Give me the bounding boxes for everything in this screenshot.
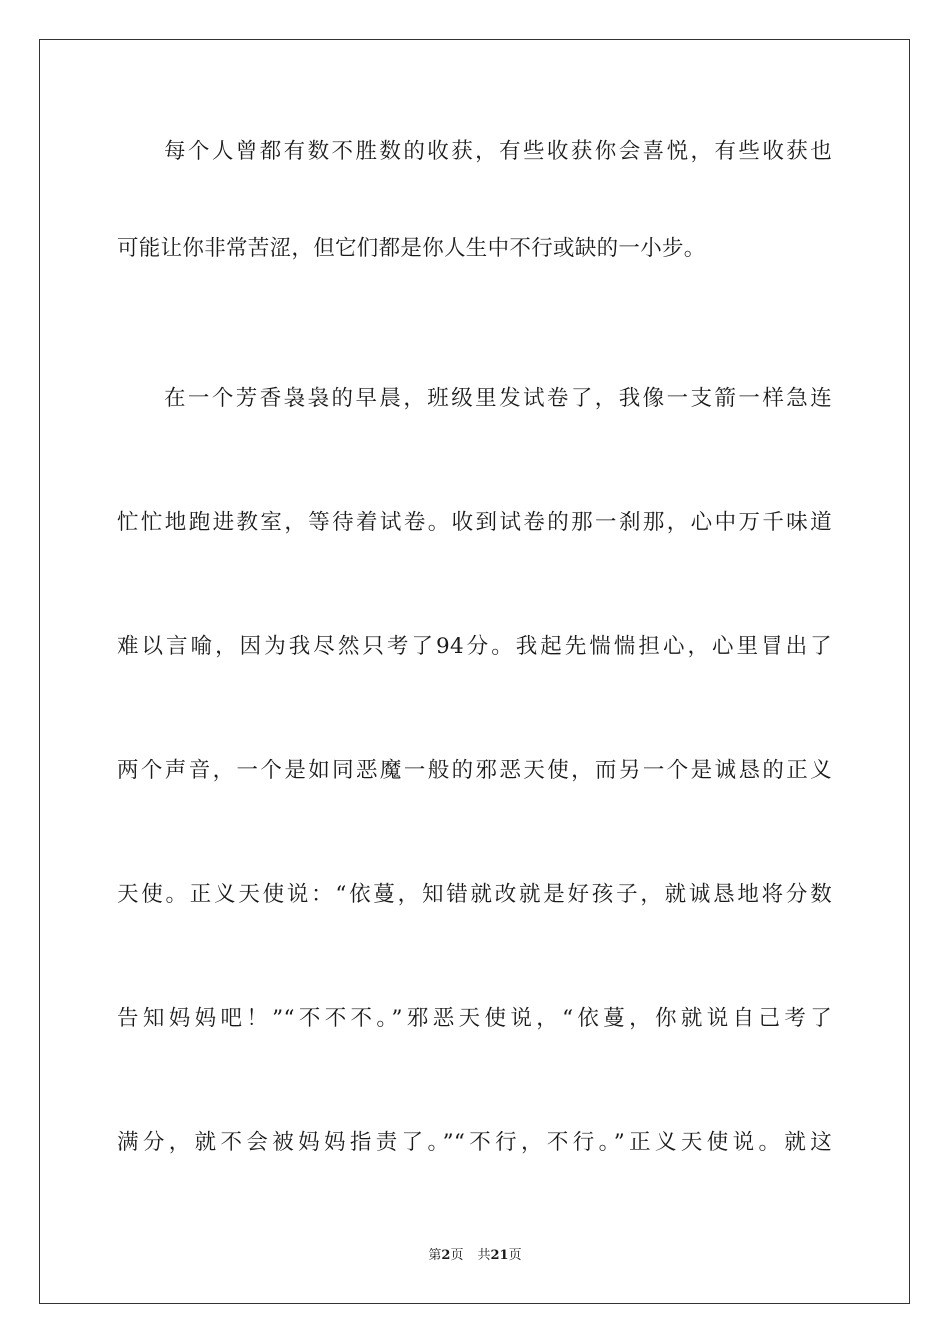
page-total-count: 21 [490,1248,509,1263]
page-number-suffix: 页 [450,1248,464,1263]
paragraph-2-line-2: 忙忙地跑进教室，等待着试卷。收到试卷的那一刹那，心中万千味道 [117,510,832,535]
paragraph-2-line-3: 难以言喻，因为我尽然只考了94分。我起先惴惴担心，心里冒出了 [117,634,832,659]
page-total-suffix: 页 [508,1248,522,1263]
page-number-prefix: 第 [428,1248,442,1263]
page-total-prefix: 共 [477,1248,491,1263]
paragraph-2-line-1: 在一个芳香袅袅的早晨，班级里发试卷了，我像一支箭一样急连 [164,386,832,411]
page-number-current: 2 [441,1248,451,1263]
paragraph-2-line-5: 天使。正义天使说：“依蔓，知错就改就是好孩子，就诚恳地将分数 [117,882,832,907]
paragraph-2-line-6: 告知妈妈吧！”“不不不。”邪恶天使说，“依蔓，你就说自己考了 [117,1006,832,1031]
paragraph-2-line-4: 两个声音，一个是如同恶魔一般的邪恶天使，而另一个是诚恳的正义 [117,758,832,783]
paragraph-2-line-7: 满分，就不会被妈妈指责了。”“不行，不行。”正义天使说。就这 [117,1130,832,1155]
page-border [39,39,910,1304]
page-footer [0,1247,950,1265]
paragraph-1-line-2: 可能让你非常苦涩，但它们都是你人生中不行或缺的一小步。 [117,236,706,261]
paragraph-1-line-1: 每个人曾都有数不胜数的收获，有些收获你会喜悦，有些收获也 [164,139,832,164]
